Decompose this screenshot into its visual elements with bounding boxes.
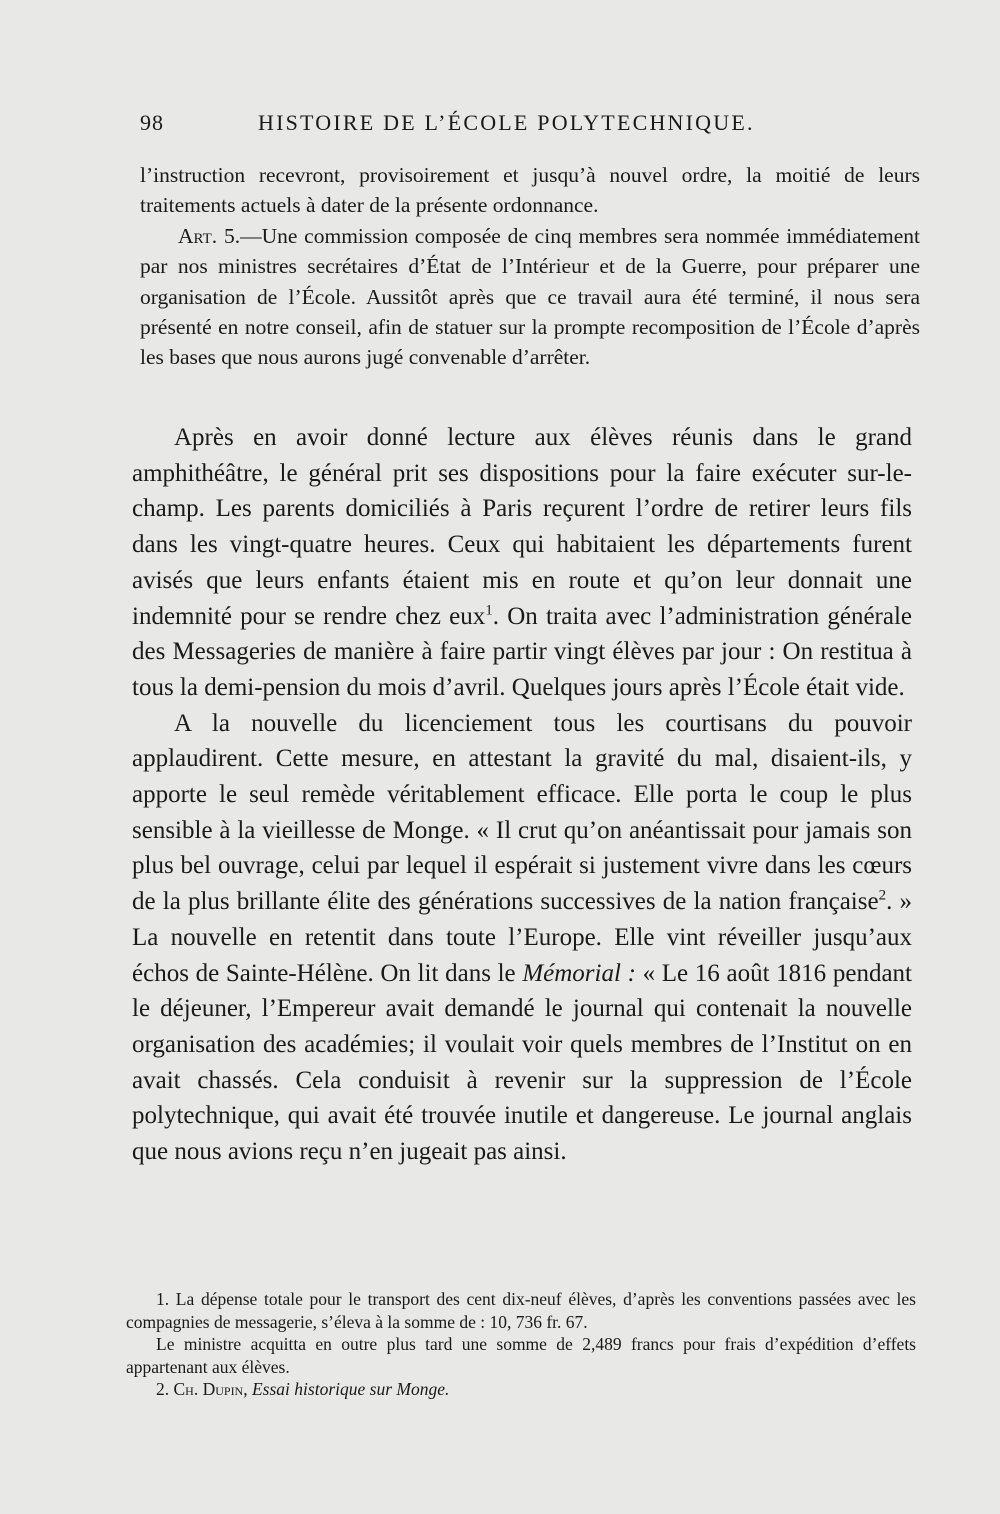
footnote-1-continuation: Le ministre acquitta en outre plus tard une somme de 2,489 francs pour frais d’expédition d’effets appartenant aux élèves. (126, 1334, 916, 1377)
footnote-2-author: Ch. Dupin, (173, 1379, 248, 1400)
page-header (140, 110, 920, 144)
footnote-2-title: Essai historique sur Monge. (251, 1379, 450, 1400)
footnote-ref-1: 1 (485, 602, 493, 619)
footnote-2-number: 2. (156, 1379, 174, 1400)
decree-continuation: l’instruction recevront, provisoirement et jusqu’à nouvel ordre, la moitié de leurs traitements actuels à dater de la présente ordonnance. (140, 163, 920, 218)
decree-excerpt (140, 160, 920, 373)
paragraph-1-part-a: Après en avoir donné lecture aux élèves réunis dans le grand amphithéâtre, le général prit ses dispositions pour la faire exécuter sur-le-champ. Les parents domiciliés à Paris reçurent l’ordre de retirer leurs fils dans les vingt-quatre heures. Ceux qui habitaient les départements furent avisés que leurs enfants étaient mis en route et qu’on leur donnait une indemnité pour se rendre chez eux (132, 424, 912, 630)
paragraph-1-part-b: . On traita avec l’administration générale des Messageries de manière à faire partir vingt élèves par jour : On restitua à tous la demi-pension du mois d’avril. Quelques jours après l’École était vide. (132, 602, 912, 701)
page-number: 98 (140, 110, 164, 135)
footnote-1: 1. La dépense totale pour le transport des cent dix-neuf élèves, d’après les conventions passées avec les compagnies de messagerie, s’éleva à la somme de : 10, 736 fr. 67. (126, 1289, 916, 1332)
decree-article-5 (140, 221, 920, 373)
memorial-title: Mémorial : (522, 959, 636, 987)
paragraph-2 (132, 706, 912, 1170)
article-label: Art. 5. (178, 223, 241, 248)
running-title: HISTOIRE DE L’ÉCOLE POLYTECHNIQUE. (258, 110, 755, 135)
paragraph-2-part-c: « Le 16 août 1816 pendant le déjeuner, l’Empereur avait demandé le journal qui contenait la nouvelle organisation des académies; il voulait voir quels membres de l’Institut on en avait chassés. Cela conduisit à revenir sur la suppression de l’École polytechnique, qui avait été trouvée inutile et dangereuse. Le journal anglais que nous avions reçu n’en jugeait pas ainsi. (132, 959, 912, 1166)
footnote-2 (126, 1378, 916, 1401)
paragraph-2-part-a: A la nouvelle du licenciement tous les courtisans du pouvoir applaudirent. Cette mesure, en attestant la gravité du mal, disaient-ils, y apporte le seul remède véritablement efficace. Elle porta le coup le plus sensible à la vieillesse de Monge. « Il crut qu’on anéantissait pour jamais son plus bel ouvrage, celui par lequel il espérait si justement vivre dans les cœurs de la plus brillante élite des générations successives de la nation française (132, 709, 912, 916)
article-text: —Une commission composée de cinq membres sera nommée immédiatement par nos ministres secrétaires d’État de l’Intérieur et de la Guerre, pour préparer une organisation de l’École. Aussitôt après que ce travail aura été terminé, il nous sera présenté en notre conseil, afin de statuer sur la prompte recomposition de l’École d’après les bases que nous aurons jugé convenable d’arrêter. (140, 223, 920, 370)
footnote-ref-2: 2 (878, 887, 887, 904)
paragraph-2-part-b: . » La nouvelle en retentit dans toute l’Europe. Elle vint réveiller jusqu’aux échos de Sainte-Hélène. On lit dans le (132, 888, 912, 987)
footnotes (126, 1288, 916, 1401)
main-text (132, 420, 912, 1170)
paragraph-1 (132, 420, 912, 706)
